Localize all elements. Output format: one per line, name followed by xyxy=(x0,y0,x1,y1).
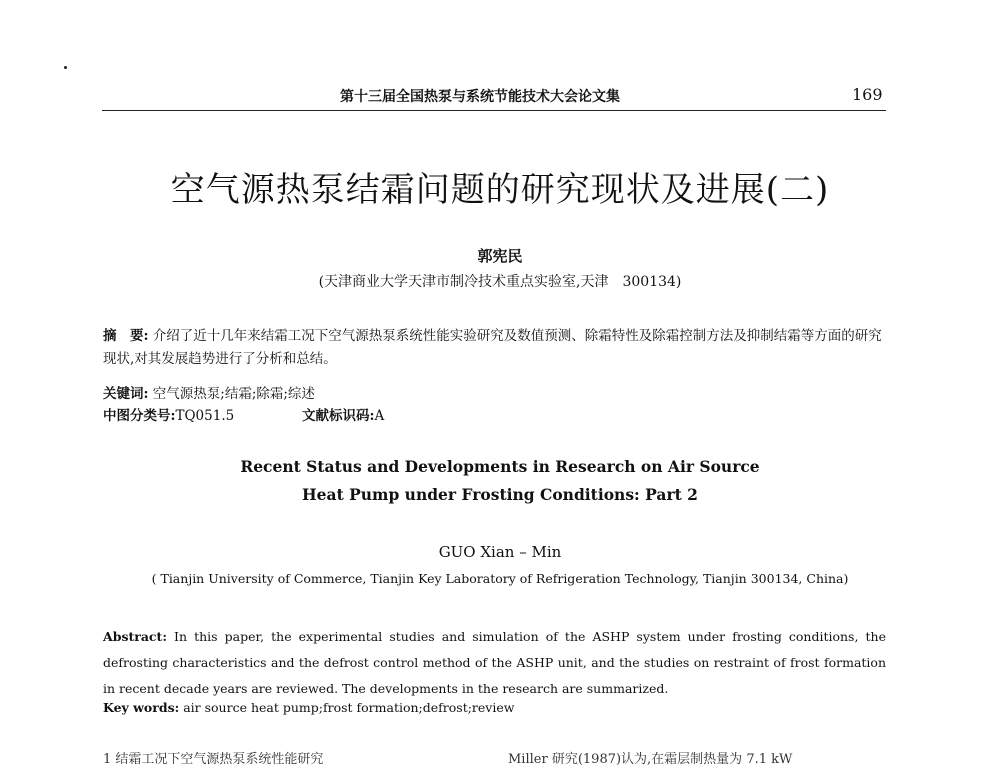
keywords-en xyxy=(103,700,514,715)
affiliation-en: ( Tianjin University of Commerce, Tianjin Key Laboratory of Refrigeration Technology, Tianjin 300134, China) xyxy=(151,571,849,586)
header-rule xyxy=(102,110,886,111)
classification-label: 中图分类号: xyxy=(103,408,176,424)
cut-off-line-right: Miller 研究(1987)认为,在霜层制热量为 7.1 kW xyxy=(508,752,793,767)
abstract-zh-label: 摘 要: xyxy=(103,328,149,344)
document-code-value: A xyxy=(374,408,385,424)
page-number: 169 xyxy=(852,85,883,104)
abstract-en-label: Abstract: xyxy=(103,629,167,644)
keywords-zh-text: 空气源热泵;结霜;除霜;综述 xyxy=(152,386,315,402)
paper-title-en-line-2: Heat Pump under Frosting Conditions: Part 2 xyxy=(302,485,698,504)
paper-title-zh: 空气源热泵结霜问题的研究现状及进展(二) xyxy=(170,170,830,210)
keywords-zh-label: 关键词: xyxy=(103,386,149,402)
abstract-zh xyxy=(103,325,886,371)
classification-number-zh xyxy=(103,404,234,424)
abstract-en-text: In this paper, the experimental studies and simulation of the ASHP system under frosting conditions, the defrosting characteristics and the defrost control method of the ASHP unit, and the studies on restraint of frost formation in recent decade years are reviewed. The developments in the research are summarized. xyxy=(103,629,886,696)
paper-title-en-line-1: Recent Status and Developments in Research on Air Source xyxy=(240,457,760,476)
abstract-en xyxy=(103,624,886,702)
affiliation-zh: (天津商业大学天津市制冷技术重点实验室,天津 300134) xyxy=(318,274,682,290)
author-name-zh: 郭宪民 xyxy=(477,247,523,265)
abstract-zh-text: 介绍了近十几年来结霜工况下空气源热泵系统性能实验研究及数值预测、除霜特性及除霜控制方法及抑制结霜等方面的研究现状,对其发展趋势进行了分析和总结。 xyxy=(103,328,882,367)
keywords-en-label: Key words: xyxy=(103,700,180,715)
scan-speck xyxy=(64,66,67,69)
cut-off-line-left: 1 结霜工况下空气源热泵系统性能研究 xyxy=(103,752,324,767)
running-header: 第十三届全国热泵与系统节能技术大会论文集 xyxy=(340,89,620,105)
keywords-en-text: air source heat pump;frost formation;defrost;review xyxy=(183,700,515,715)
classification-value: TQ051.5 xyxy=(175,408,235,424)
keywords-zh xyxy=(103,382,315,402)
author-name-en: GUO Xian – Min xyxy=(438,543,562,561)
document-code-zh xyxy=(302,404,384,424)
document-code-label: 文献标识码: xyxy=(302,408,375,424)
